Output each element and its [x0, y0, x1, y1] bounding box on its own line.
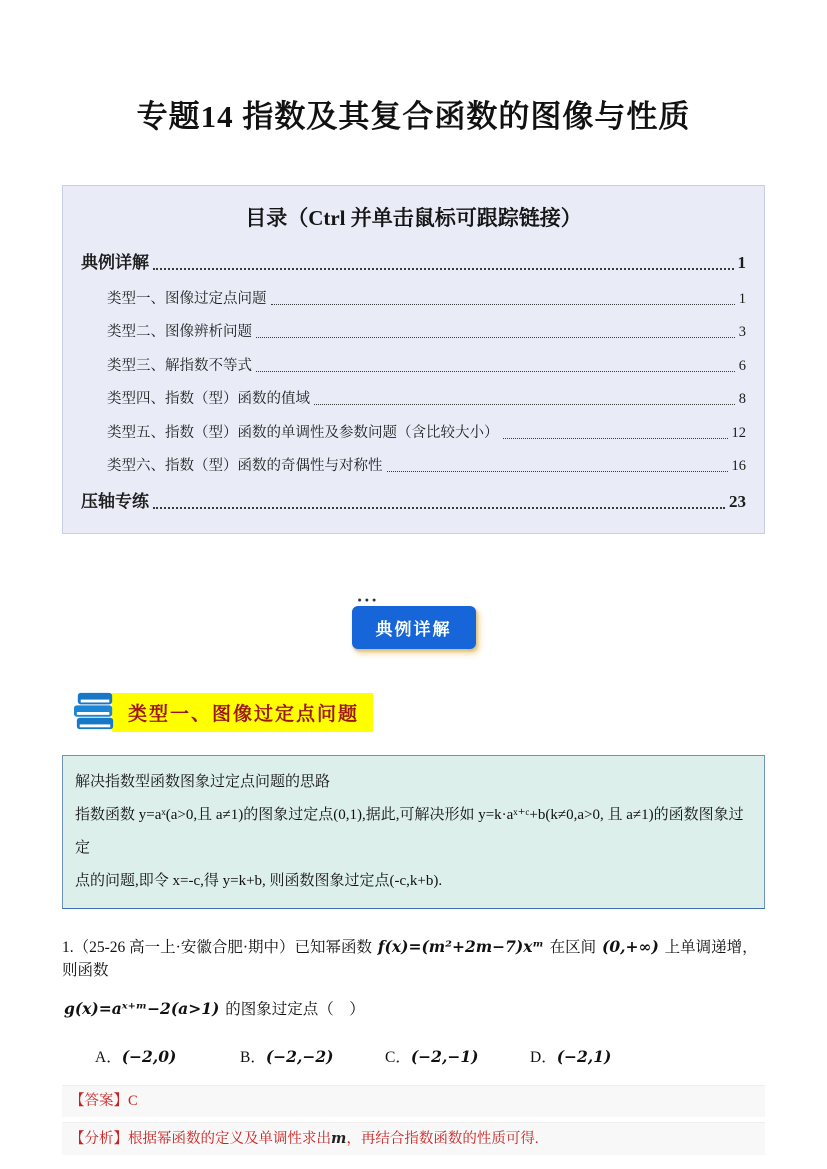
toc-item-label: 类型四、指数（型）函数的值域: [107, 391, 310, 408]
answer-tag: 【答案】: [70, 1093, 128, 1110]
toc-item-page: 6: [738, 357, 746, 374]
toc-item-label: 类型二、图像辨析问题: [107, 324, 252, 341]
toc-item-page: 23: [729, 492, 746, 512]
section-heading-label: 类型一、图像过定点问题: [112, 693, 373, 732]
option-b-value: (−2,−2): [265, 1046, 334, 1066]
toc-item-label: 类型一、图像过定点问题: [107, 290, 267, 307]
answer-value: C: [128, 1093, 138, 1110]
question-1: [62, 935, 765, 1069]
toc-box: [62, 185, 765, 534]
toc-item-type6[interactable]: [81, 448, 746, 482]
section-heading: [62, 691, 765, 733]
toc-item-page: 1: [738, 290, 746, 307]
question-mid-2: 上单调递增，则函数: [62, 939, 758, 980]
toc-item-page: 16: [731, 458, 746, 475]
question-formula-gx: g(x)=aˣ⁺ᵐ−2(a>1): [64, 998, 220, 1018]
option-b-label: B．: [240, 1048, 266, 1066]
toc-item-yazhou-zhuanlian[interactable]: [81, 481, 746, 519]
toc-item-label: 典例详解: [81, 253, 149, 273]
option-d-value: (−2,1): [556, 1046, 612, 1066]
method-box: [62, 755, 765, 909]
toc-leader-dots: [503, 438, 728, 439]
toc-item-type3[interactable]: [81, 347, 746, 381]
option-c: [385, 1045, 530, 1069]
section-badge-wrap: [62, 597, 765, 649]
toc-leader-dots: [256, 337, 735, 338]
options-row: [62, 1045, 765, 1069]
answer-block: [62, 1085, 765, 1155]
question-interval: (0,+∞): [602, 937, 659, 957]
badge-dots-icon: ●●●: [357, 597, 380, 605]
toc-item-label: 类型三、解指数不等式: [107, 357, 252, 374]
option-a-value: (−2,0): [121, 1046, 177, 1066]
option-c-label: C．: [385, 1048, 411, 1066]
books-stack-icon: [72, 691, 118, 733]
toc-leader-dots: [271, 304, 735, 305]
method-line-1: 解决指数型函数图象过定点问题的思路: [75, 774, 331, 791]
toc-item-type2[interactable]: [81, 314, 746, 348]
toc-header: 目录（Ctrl 并单击鼠标可跟踪链接）: [245, 206, 582, 231]
question-mid-1: 在区间: [549, 939, 597, 957]
option-b: [240, 1045, 385, 1069]
method-line-3: 点的问题,即令 x=-c,得 y=k+b, 则函数图象过定点(-c,k+b).: [75, 873, 443, 890]
option-c-value: (−2,−1): [410, 1046, 479, 1066]
toc-item-page: 8: [738, 391, 746, 408]
analysis-row: [62, 1122, 765, 1155]
question-formula-fx: f(x)=(m²+2m−7)xᵐ: [377, 937, 544, 957]
toc-leader-dots: [153, 507, 725, 509]
answer-row: [62, 1085, 765, 1117]
question-suffix: 的图象过定点（ ）: [225, 1000, 365, 1018]
analysis-prefix: 根据幂函数的定义及单调性求出: [128, 1131, 331, 1148]
analysis-variable: m: [331, 1130, 347, 1148]
toc-leader-dots: [314, 404, 735, 405]
toc-item-page: 12: [731, 424, 746, 441]
toc-item-dianli-xiangjie[interactable]: [81, 242, 746, 280]
page-title: 专题14 指数及其复合函数的图像与性质: [136, 99, 691, 134]
toc-item-type4[interactable]: [81, 381, 746, 415]
question-stem-line-1: [62, 935, 765, 983]
toc-item-label: 类型六、指数（型）函数的奇偶性与对称性: [107, 458, 383, 475]
toc-item-label: 压轴专练: [81, 492, 149, 512]
question-stem-line-2: [62, 997, 765, 1021]
option-a: [95, 1045, 240, 1069]
option-d: [530, 1045, 611, 1069]
section-badge: [352, 597, 476, 649]
section-badge-label: 典例详解: [375, 620, 452, 640]
question-prefix: 1.（25-26 高一上·安徽合肥·期中）已知幂函数: [62, 939, 372, 957]
toc-leader-dots: [387, 471, 728, 472]
toc-item-type5[interactable]: [81, 414, 746, 448]
option-d-label: D．: [530, 1048, 557, 1066]
analysis-suffix: ，再结合指数函数的性质可得.: [346, 1131, 539, 1148]
toc-item-page: 3: [738, 324, 746, 341]
toc-item-type1[interactable]: [81, 280, 746, 314]
option-a-label: A．: [95, 1048, 122, 1066]
toc-item-label: 类型五、指数（型）函数的单调性及参数问题（含比较大小）: [107, 424, 499, 441]
toc-item-page: 1: [737, 253, 746, 273]
method-line-2: 指数函数 y=aˣ(a>0,且 a≠1)的图象过定点(0,1),据此,可解决形如 y=k·aˣ⁺ᶜ+b(k≠0,a>0, 且 a≠1)的函数图象过定: [75, 807, 744, 857]
toc-leader-dots: [153, 268, 734, 270]
analysis-tag: 【分析】: [70, 1131, 128, 1148]
toc-leader-dots: [256, 371, 735, 372]
